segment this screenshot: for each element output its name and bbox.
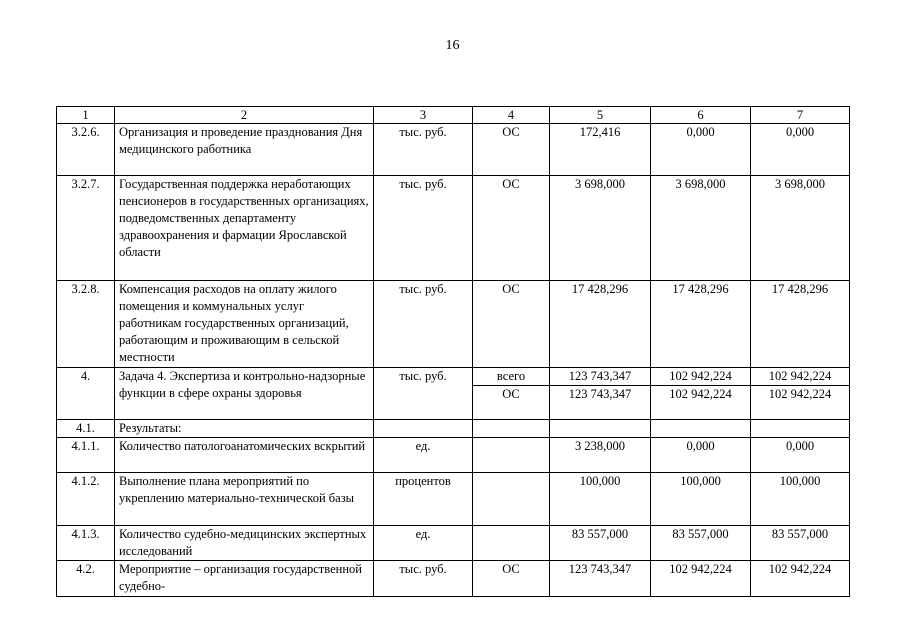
page-number: 16 — [445, 38, 460, 53]
table-row — [57, 124, 850, 176]
row-source-cell — [473, 526, 550, 561]
value-text: 100,000 — [680, 474, 721, 488]
table-row — [57, 438, 850, 473]
value-text: 172,416 — [579, 125, 621, 139]
row-number-cell: 3.2.8. — [57, 281, 115, 368]
value-text: 3 698,000 — [675, 177, 726, 191]
table-row — [57, 561, 850, 597]
value-text: 123 743,347 — [568, 562, 632, 576]
row-value-cell — [751, 473, 850, 526]
row-unit-cell: ед. — [374, 438, 473, 473]
value-text: 0,000 — [686, 125, 715, 139]
row-value-cell — [651, 473, 751, 526]
row-number-cell: 3.2.7. — [57, 176, 115, 281]
row-value-cell — [651, 281, 751, 368]
row-source-cell — [473, 473, 550, 526]
value-text: 17 428,296 — [672, 282, 729, 296]
value-text: 83 557,000 — [771, 527, 829, 541]
row-value-cell — [751, 368, 850, 420]
row-source-cell — [473, 176, 550, 281]
value-text: 100,000 — [579, 474, 621, 488]
row-value-cell — [651, 526, 751, 561]
row-value-cell — [751, 561, 850, 597]
row-name-cell: Компенсация расходов на оплату жилого помещения и коммунальных услуг работникам государственных организаций, работающим и проживающим в сельской местности — [115, 281, 374, 368]
header-cell: 5 — [550, 107, 651, 124]
row-name-cell: Мероприятие – организация государственной судебно- — [115, 561, 374, 597]
row-value-cell — [751, 124, 850, 176]
table-row — [57, 368, 850, 420]
row-name-cell: Организация и проведение празднования Дня медицинского работника — [115, 124, 374, 176]
row-number-cell: 4.1.1. — [57, 438, 115, 473]
row-source-cell — [473, 281, 550, 368]
value-text: 102 942,224 — [669, 562, 732, 576]
row-unit-cell: тыс. руб. — [374, 561, 473, 597]
row-source-cell — [473, 561, 550, 597]
value-text: 100,000 — [779, 474, 821, 488]
row-value-cell — [550, 438, 651, 473]
value-text: 0,000 — [785, 439, 815, 453]
value-text: 17 428,296 — [771, 282, 829, 296]
row-value-cell — [550, 124, 651, 176]
row-unit-cell: процентов — [374, 473, 473, 526]
source-text: всего — [496, 369, 526, 383]
table-row — [57, 281, 850, 368]
row-number-cell: 3.2.6. — [57, 124, 115, 176]
row-source-cell — [473, 368, 550, 420]
source-text: ОС — [502, 282, 520, 296]
row-number-cell: 4.2. — [57, 561, 115, 597]
row-source-cell — [473, 420, 550, 438]
row-number-cell: 4.1. — [57, 420, 115, 438]
row-unit-cell — [374, 420, 473, 438]
row-value-cell — [751, 526, 850, 561]
budget-table — [56, 106, 850, 597]
table-header-row — [57, 107, 850, 124]
header-cell: 6 — [651, 107, 751, 124]
row-value-cell — [751, 420, 850, 438]
row-name-cell: Результаты: — [115, 420, 374, 438]
source-text: ОС — [473, 385, 549, 403]
value-text: 83 557,000 — [571, 527, 629, 541]
value-text: 123 743,347 — [568, 369, 632, 383]
header-cell: 3 — [374, 107, 473, 124]
value-text: 102 942,224 — [669, 369, 732, 383]
value-text: 3 698,000 — [575, 177, 625, 191]
table-row — [57, 420, 850, 438]
row-name-cell: Количество патологоанатомических вскрытий — [115, 438, 374, 473]
row-source-cell — [473, 438, 550, 473]
header-cell: 2 — [115, 107, 374, 124]
row-value-cell — [751, 438, 850, 473]
row-unit-cell: тыс. руб. — [374, 368, 473, 420]
row-value-cell — [651, 561, 751, 597]
value-text: 102 942,224 — [651, 385, 750, 403]
row-number-cell: 4.1.2. — [57, 473, 115, 526]
row-value-cell — [751, 281, 850, 368]
value-text: 3 698,000 — [775, 177, 825, 191]
table-row — [57, 176, 850, 281]
row-number-cell: 4. — [57, 368, 115, 420]
value-text: 0,000 — [785, 125, 815, 139]
value-text: 123 743,347 — [550, 385, 650, 403]
row-value-cell — [651, 124, 751, 176]
row-value-cell — [550, 368, 651, 420]
value-text: 83 557,000 — [672, 527, 729, 541]
row-value-cell — [550, 526, 651, 561]
row-number-cell: 4.1.3. — [57, 526, 115, 561]
value-text: 17 428,296 — [571, 282, 629, 296]
row-name-cell: Количество судебно-медицинских экспертных исследований — [115, 526, 374, 561]
row-value-cell — [651, 368, 751, 420]
row-source-cell — [473, 124, 550, 176]
row-value-cell — [550, 473, 651, 526]
row-name-cell: Задача 4. Экспертиза и контрольно-надзорные функции в сфере охраны здоровья — [115, 368, 374, 420]
header-cell: 7 — [751, 107, 850, 124]
header-cell: 1 — [57, 107, 115, 124]
row-value-cell — [550, 420, 651, 438]
row-value-cell — [550, 281, 651, 368]
row-value-cell — [751, 176, 850, 281]
table-row — [57, 473, 850, 526]
source-text: ОС — [502, 125, 520, 139]
value-text: 3 238,000 — [575, 439, 625, 453]
row-unit-cell: тыс. руб. — [374, 176, 473, 281]
row-unit-cell: тыс. руб. — [374, 281, 473, 368]
row-value-cell — [550, 561, 651, 597]
source-text: ОС — [502, 562, 520, 576]
row-name-cell: Государственная поддержка неработающих пенсионеров в государственных организациях, подведомственных департаменту здравоохранения и фармации Ярославской области — [115, 176, 374, 281]
value-text: 102 942,224 — [768, 369, 832, 383]
row-value-cell — [651, 420, 751, 438]
value-text: 0,000 — [686, 439, 715, 453]
row-value-cell — [651, 176, 751, 281]
row-unit-cell: тыс. руб. — [374, 124, 473, 176]
value-text: 102 942,224 — [751, 385, 849, 403]
value-text: 102 942,224 — [768, 562, 832, 576]
source-text: ОС — [502, 177, 520, 191]
row-value-cell — [651, 438, 751, 473]
table-row — [57, 526, 850, 561]
row-value-cell — [550, 176, 651, 281]
row-unit-cell: ед. — [374, 526, 473, 561]
row-name-cell: Выполнение плана мероприятий по укреплению материально-технической базы — [115, 473, 374, 526]
header-cell: 4 — [473, 107, 550, 124]
